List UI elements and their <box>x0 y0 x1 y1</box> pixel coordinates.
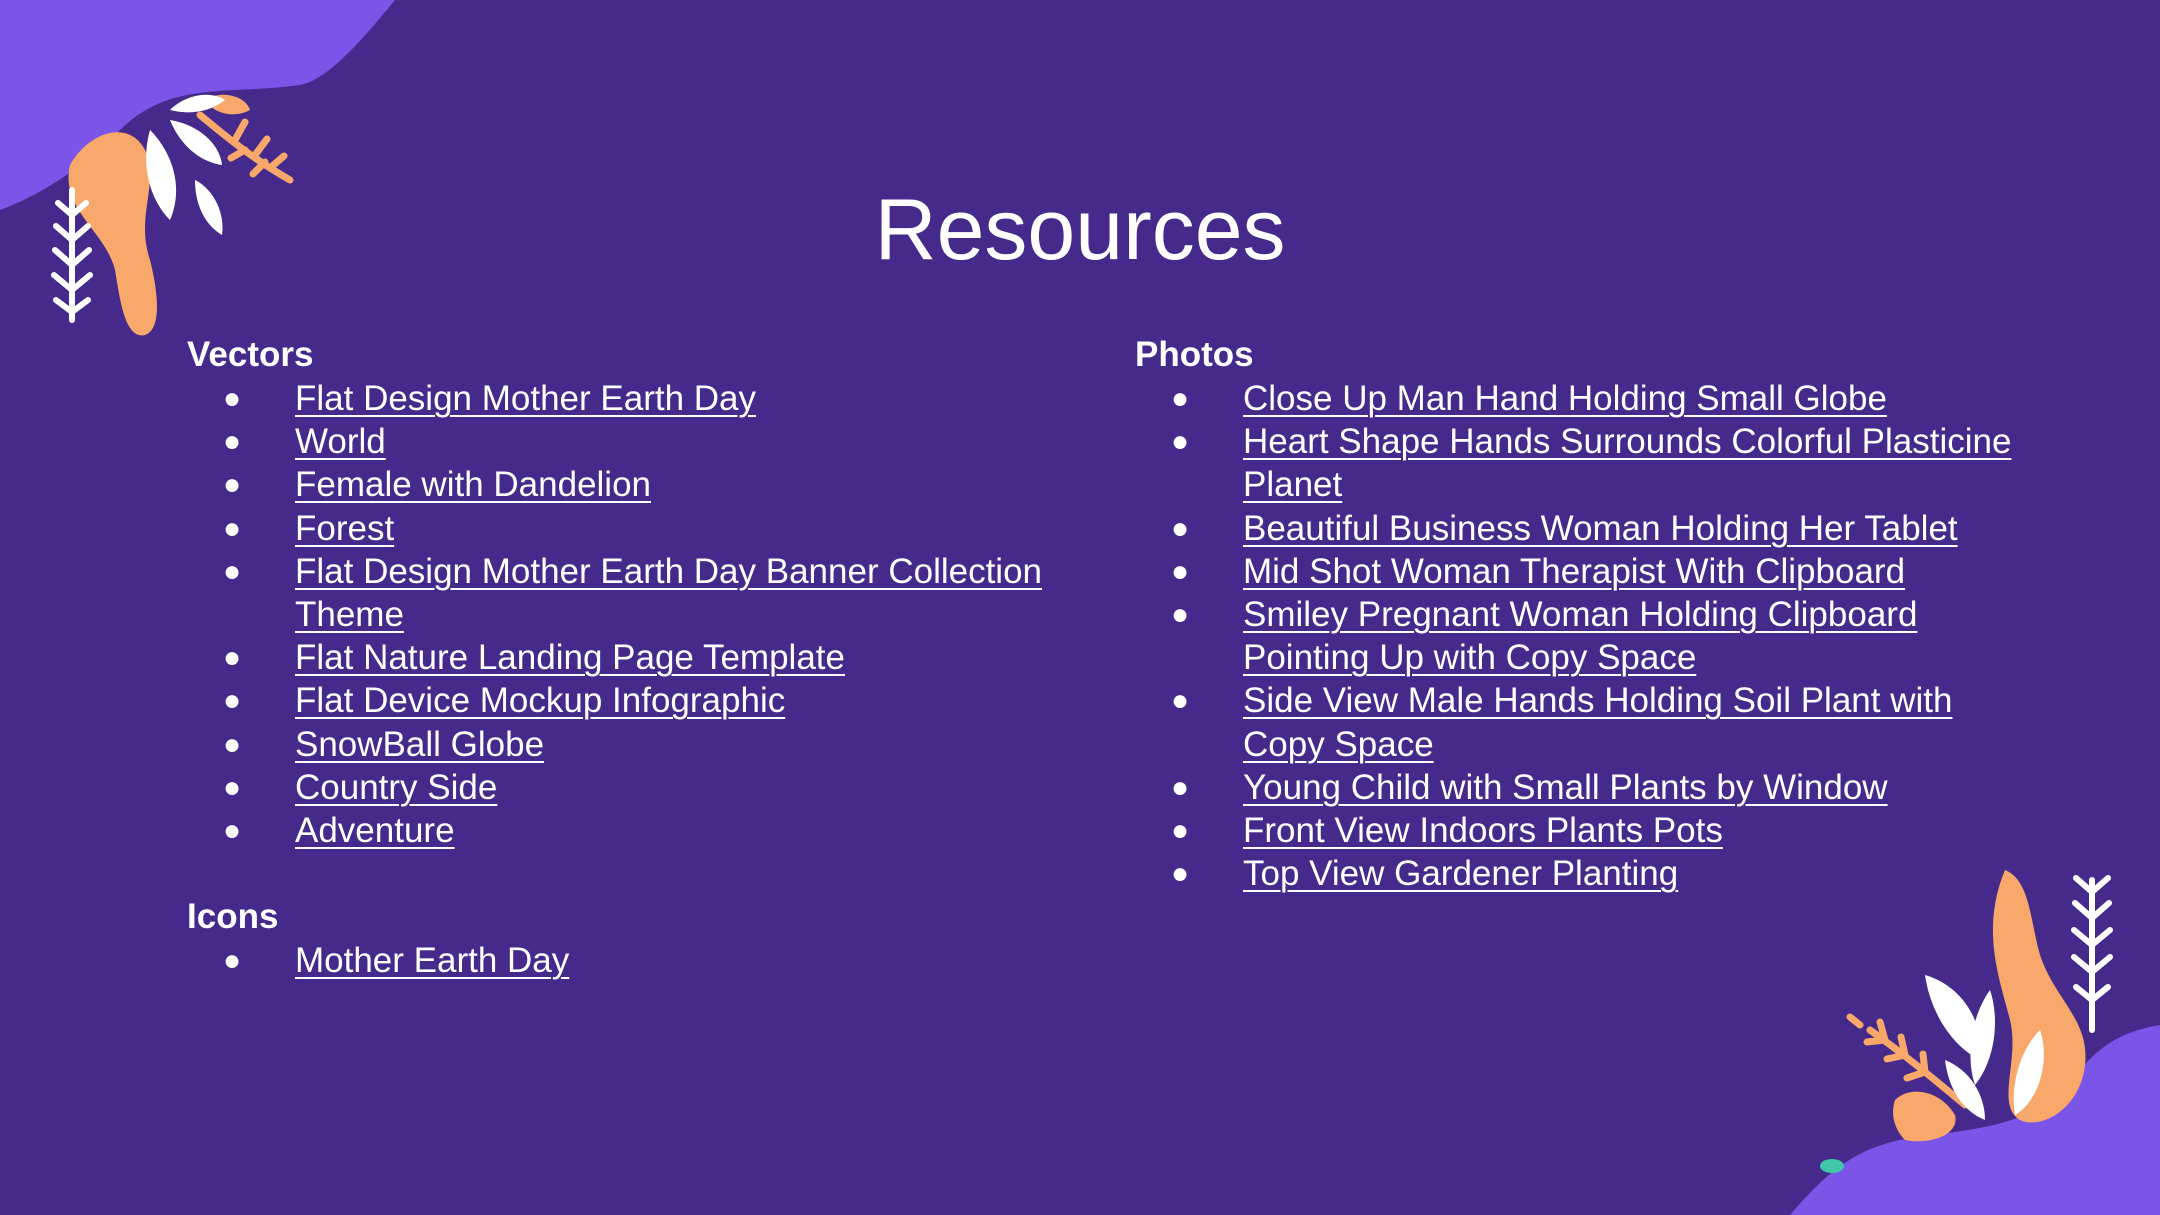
bullet: ● <box>223 554 242 588</box>
top-left-orange-branch <box>200 115 290 180</box>
photos-link-2[interactable]: Heart Shape Hands Surrounds Colorful Plasticine Planet <box>1243 422 2012 505</box>
bottom-right-white-leaf-2 <box>1970 990 1995 1085</box>
vectors-link-6[interactable]: Flat Nature Landing Page Template <box>295 638 845 678</box>
bullet: ● <box>223 641 242 675</box>
bullet: ● <box>1171 425 1190 459</box>
list-item <box>1135 420 2015 506</box>
bullet: ● <box>223 382 242 415</box>
bullet: ● <box>223 814 242 848</box>
top-left-white-leaf-4 <box>170 95 225 113</box>
list-item <box>187 550 1087 636</box>
bullet: ● <box>223 511 242 545</box>
photos-link-5[interactable]: Smiley Pregnant Woman Holding Clipboard Pointing Up with Copy Space <box>1243 595 1918 678</box>
photos-link-1[interactable]: Close Up Man Hand Holding Small Globe <box>1243 379 1887 418</box>
list-item <box>1135 679 2015 765</box>
bullet: ● <box>1171 857 1190 891</box>
bullet: ● <box>1171 554 1190 588</box>
list-item <box>187 377 1087 420</box>
icons-heading: Icons <box>187 897 279 937</box>
bullet: ● <box>223 468 242 502</box>
vectors-list <box>187 377 1087 852</box>
vectors-link-10[interactable]: Adventure <box>295 811 455 851</box>
bullet: ● <box>1171 511 1190 545</box>
icons-list <box>187 939 1087 982</box>
spacer <box>187 852 1087 895</box>
top-left-blob <box>0 0 395 210</box>
bullet: ● <box>223 425 242 459</box>
top-left-orange-leaf <box>205 95 250 115</box>
page-title: Resources <box>874 182 1286 278</box>
right-column <box>1135 333 2015 895</box>
list-item <box>1135 377 2015 420</box>
photos-link-7[interactable]: Young Child with Small Plants by Window <box>1243 767 1888 807</box>
bullet: ● <box>1171 684 1190 718</box>
left-column <box>187 333 1087 982</box>
vectors-link-2[interactable]: World <box>295 422 386 462</box>
list-item <box>1135 809 2015 852</box>
bullet: ● <box>223 684 242 718</box>
icons-link-1[interactable]: Mother Earth Day <box>295 941 570 981</box>
vectors-link-8[interactable]: SnowBall Globe <box>295 724 545 764</box>
bottom-right-white-leaf-1 <box>1925 975 1981 1060</box>
list-item <box>1135 550 2015 593</box>
bottom-right-orange-branch <box>1870 1030 1965 1105</box>
photos-heading: Photos <box>1135 335 1254 374</box>
bullet: ● <box>1171 382 1190 415</box>
list-item <box>1135 852 2015 895</box>
top-left-white-leaf-2 <box>170 120 222 165</box>
bullet: ● <box>223 770 242 804</box>
list-item <box>187 463 1087 506</box>
bottom-right-white-leaf-3 <box>2014 1030 2044 1115</box>
list-item <box>1135 593 2015 679</box>
bottom-right-teal-accent <box>1820 1159 1844 1173</box>
photos-link-6[interactable]: Side View Male Hands Holding Soil Plant with Copy Space <box>1243 681 1953 764</box>
list-item <box>187 723 1087 766</box>
photos-link-9[interactable]: Top View Gardener Planting <box>1243 854 1679 894</box>
vectors-link-1[interactable]: Flat Design Mother Earth Day <box>295 379 757 418</box>
vectors-link-4[interactable]: Forest <box>295 508 395 548</box>
photos-link-3[interactable]: Beautiful Business Woman Holding Her Tablet <box>1243 508 1958 548</box>
bullet: ● <box>1171 814 1190 848</box>
list-item <box>187 766 1087 809</box>
photos-link-8[interactable]: Front View Indoors Plants Pots <box>1243 811 1723 851</box>
vectors-link-7[interactable]: Flat Device Mockup Infographic <box>295 681 786 721</box>
list-item <box>187 420 1087 463</box>
bullet: ● <box>223 727 242 761</box>
bottom-right-white-leaf-4 <box>1945 1060 1985 1120</box>
photos-list <box>1135 377 2015 895</box>
list-item <box>187 507 1087 550</box>
list-item <box>187 939 1087 982</box>
bottom-right-blob <box>1790 1025 2160 1215</box>
list-item <box>1135 507 2015 550</box>
vectors-link-3[interactable]: Female with Dandelion <box>295 465 652 505</box>
bullet: ● <box>1171 598 1190 632</box>
list-item <box>187 809 1087 852</box>
vectors-link-5[interactable]: Flat Design Mother Earth Day Banner Collection Theme <box>295 551 1043 635</box>
bottom-right-orange-leaf <box>1893 1092 1956 1142</box>
vectors-heading: Vectors <box>187 335 314 374</box>
bottom-right-orange-stalk <box>1993 870 2086 1123</box>
bullet: ● <box>1171 770 1190 804</box>
list-item <box>187 679 1087 722</box>
photos-link-4[interactable]: Mid Shot Woman Therapist With Clipboard <box>1243 551 1906 591</box>
vectors-link-9[interactable]: Country Side <box>295 767 498 807</box>
list-item <box>187 636 1087 679</box>
bullet: ● <box>223 944 242 978</box>
list-item <box>1135 766 2015 809</box>
